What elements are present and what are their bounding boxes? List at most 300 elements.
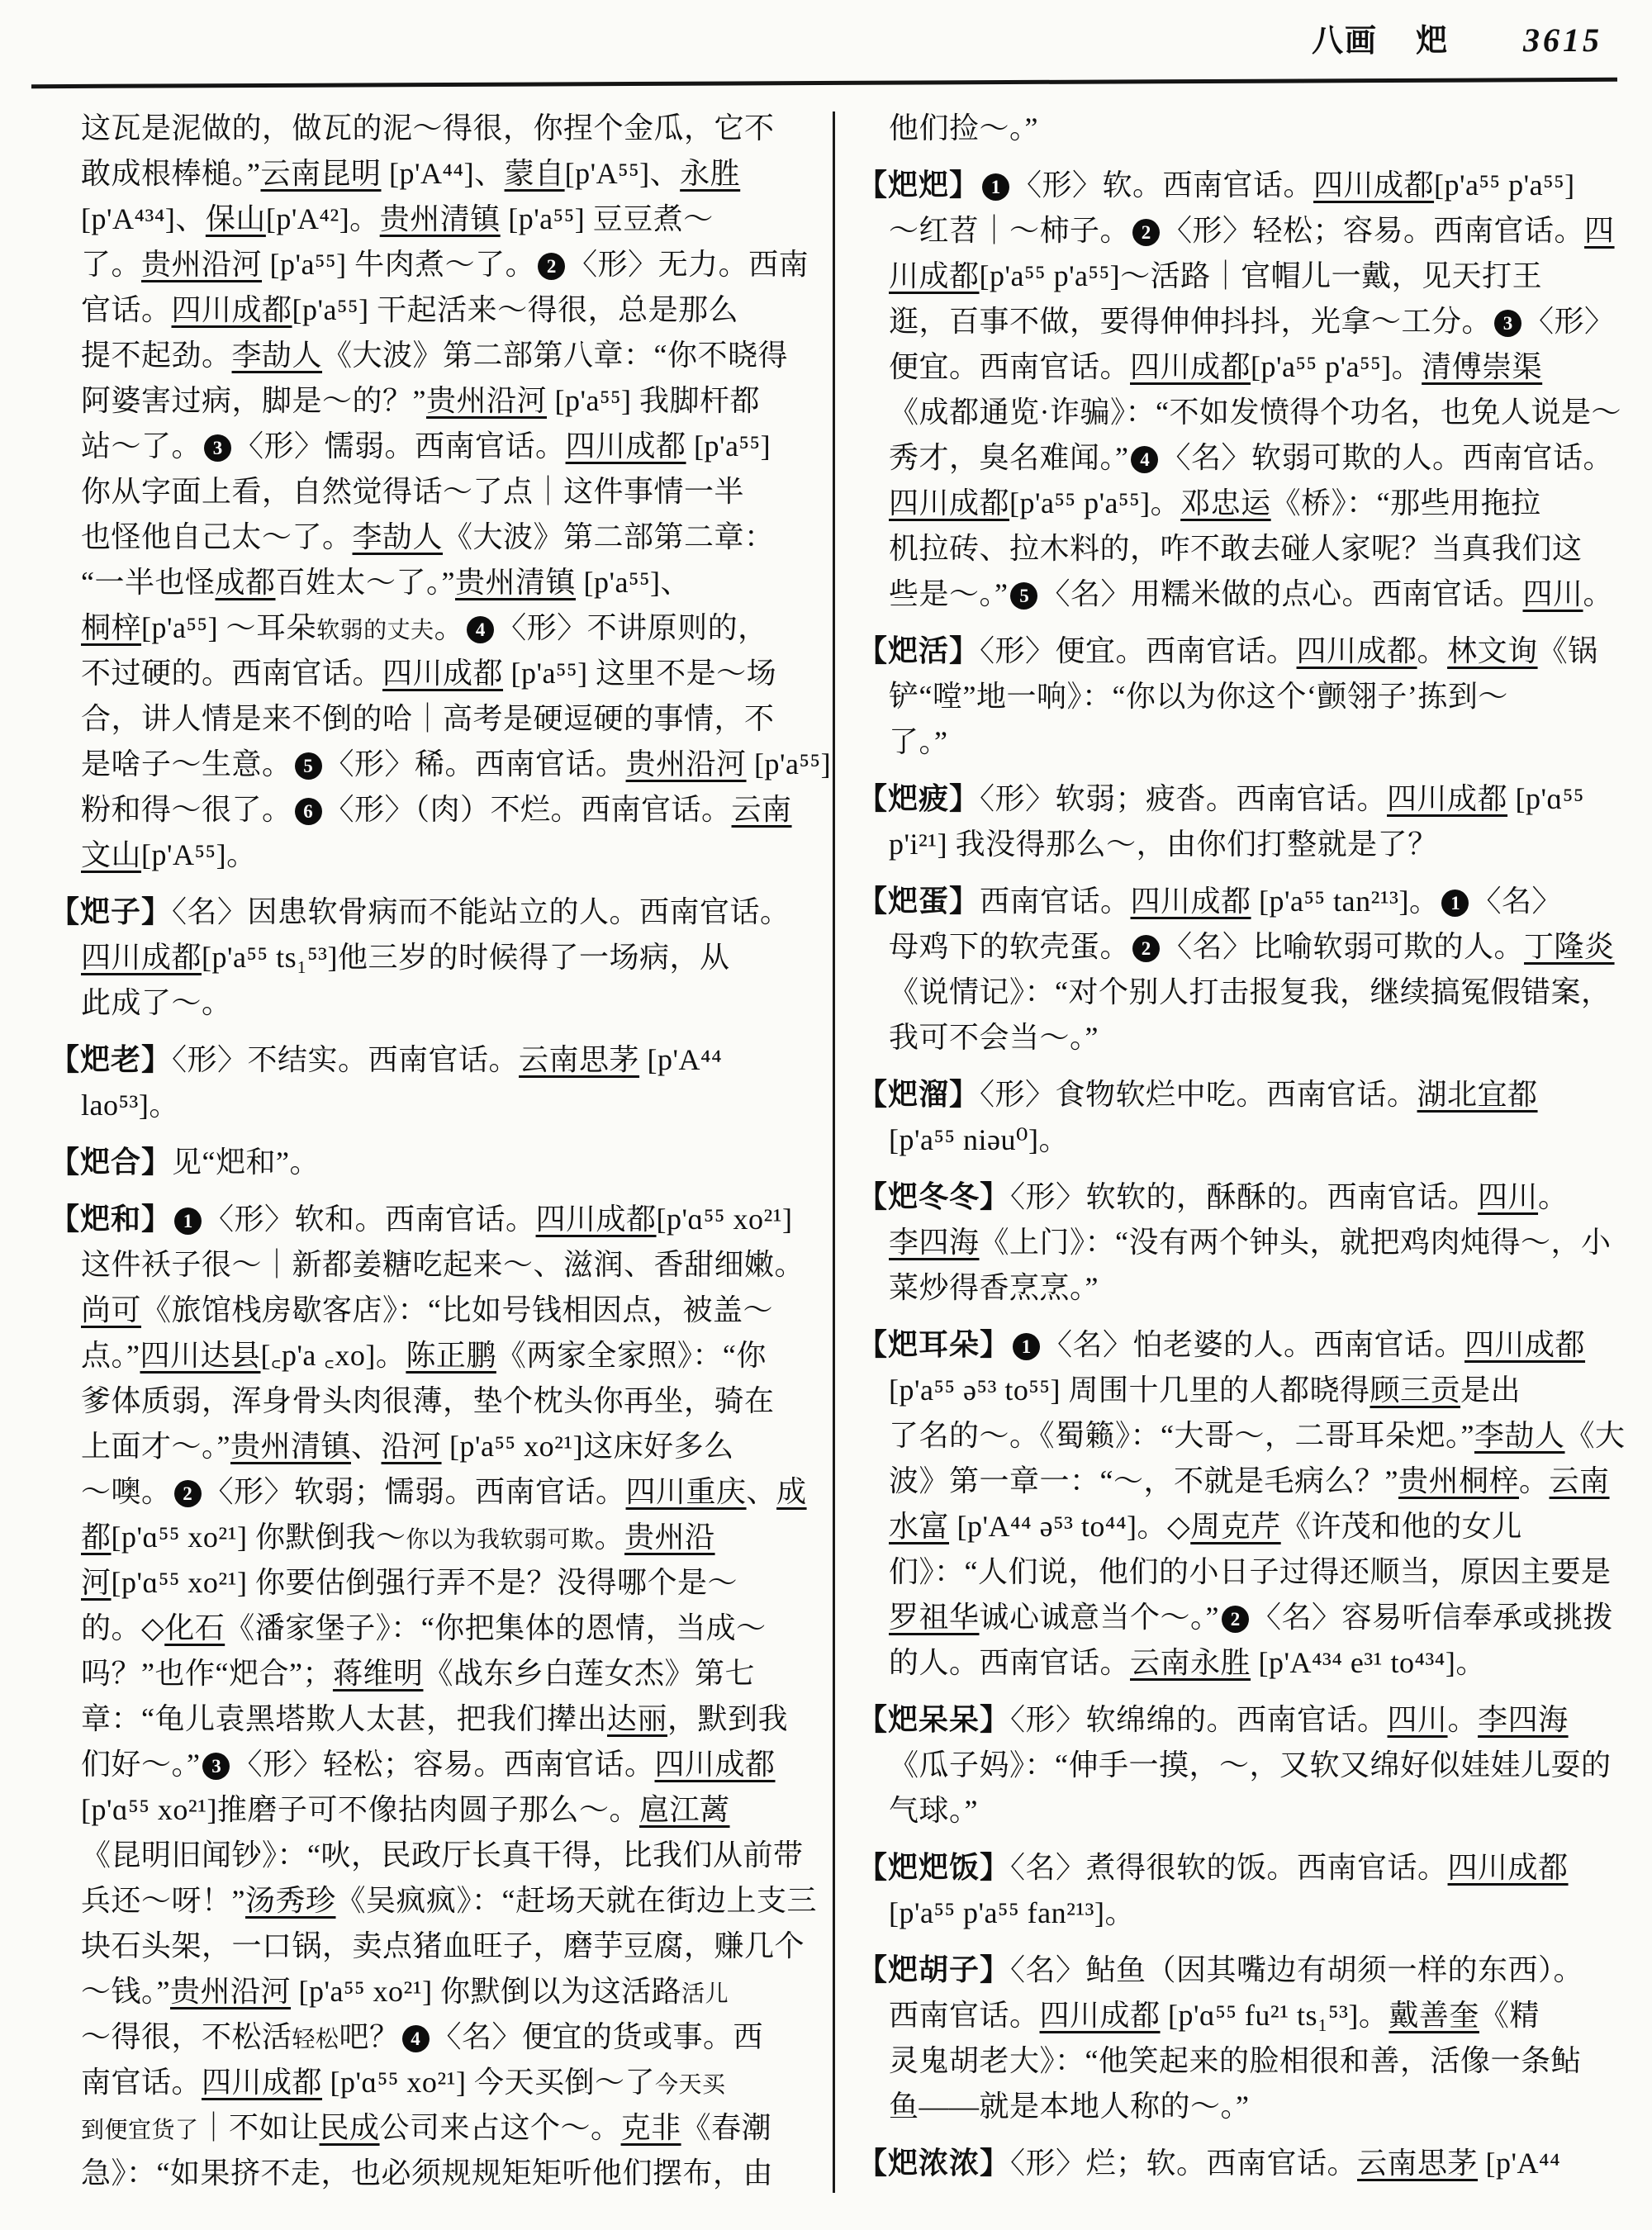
body-text: [p'a⁵⁵ p'a⁵⁵]～活路｜官帽儿一戴，见天打王: [979, 259, 1543, 292]
proper-name: 桐梓: [81, 611, 142, 644]
proper-name: 林文询: [1447, 634, 1538, 667]
body-text: 吗？”也作“𤆵合”；: [81, 1657, 333, 1690]
text-line: [857, 1743, 1630, 1788]
body-text: [p'A⁵⁵]、: [564, 157, 681, 190]
proper-name: 戴善奎: [1389, 1999, 1479, 2032]
sense-number-badge: 5: [1010, 582, 1037, 610]
body-text: “一半也怪: [81, 566, 216, 599]
proper-name: 邓忠运: [1180, 486, 1271, 520]
proper-name: 文山: [81, 838, 142, 871]
text-line: [50, 242, 822, 287]
text-line: [857, 2038, 1630, 2084]
body-text: 了。: [81, 248, 142, 281]
text-line: [50, 1083, 822, 1128]
text-line: [50, 424, 822, 469]
body-text: 〈形〉软软的，酥酥的。西南官话。: [1010, 1180, 1479, 1213]
body-text: [p'a⁵⁵ tan²¹³]。: [1251, 885, 1440, 918]
body-text: 西南官话。: [980, 885, 1131, 918]
text-line: [50, 1969, 822, 2014]
body-text: 。: [594, 1521, 625, 1554]
proper-name: 永胜: [680, 157, 741, 190]
body-text: [p'A⁴⁴: [1478, 2147, 1561, 2180]
text-line: [857, 2084, 1630, 2129]
text-line: [50, 787, 822, 833]
text-line: [50, 1696, 822, 1742]
proper-name: 成: [776, 1475, 807, 1508]
body-text: 〈形〉: [1524, 305, 1615, 338]
column-divider: [833, 112, 835, 2193]
proper-name: 罗祖华: [889, 1601, 980, 1634]
body-text: ，默到我: [667, 1702, 789, 1735]
text-line: [50, 1378, 822, 1424]
body-text: 南官话。: [81, 2066, 202, 2099]
body-text: 《成都通览·诈骗》：“不如发愤得个功名，也免人说是～: [889, 396, 1621, 429]
text-line: [50, 378, 822, 424]
proper-name: 丁隆炎: [1524, 930, 1615, 963]
entry-head-line: [857, 1948, 1630, 1993]
text-line: [857, 1220, 1630, 1265]
body-text: 些是～。”: [889, 577, 1009, 610]
body-text: 兵还～呀！”: [81, 1884, 245, 1917]
body-text: [꜀p'a ꜀xo]。: [260, 1339, 406, 1372]
proper-name: 四川成都: [202, 2066, 323, 2099]
text-line: [50, 469, 822, 515]
proper-name: 四川成都: [1296, 634, 1417, 667]
body-text: 〈形〉不讲原则的，: [496, 611, 768, 644]
proper-name: 李劼人: [231, 339, 323, 372]
sense-number-badge: 3: [1494, 310, 1521, 337]
proper-name: 四川成都: [171, 293, 292, 326]
body-text: 〈形〉懦弱。西南官话。: [234, 429, 566, 463]
body-text: 〈名〉煮得很软的饭。西南官话。: [1010, 1851, 1448, 1884]
text-line: [857, 1265, 1630, 1311]
proper-name: 贵州沿河: [141, 248, 263, 281]
proper-name: 四川达县: [140, 1339, 261, 1372]
running-head: [0, 15, 1602, 60]
proper-name: 湖北宜都: [1417, 1078, 1538, 1111]
body-text: 诚心诚意当个～。”: [979, 1601, 1219, 1634]
text-line: [50, 1651, 822, 1696]
body-text: 《许茂和他的女儿: [1280, 1510, 1522, 1543]
text-line: [50, 197, 822, 242]
body-text: 〈形〉（肉）不烂。西南官话。: [324, 793, 732, 826]
body-text: [p'A⁴³⁴ e³¹ to⁴³⁴]。: [1251, 1646, 1486, 1679]
body-text: 〈形〉软弱；懦弱。西南官话。: [203, 1475, 626, 1508]
sense-number-badge: 1: [174, 1208, 202, 1235]
body-text: [p'a⁵⁵ xo²¹] 你默倒以为这活路: [291, 1975, 682, 2008]
proper-name: 四川成都: [1313, 168, 1435, 202]
body-text: 波》第一章一：“～，不就是毛病么？”: [889, 1464, 1398, 1497]
body-text: 的。◇: [81, 1611, 165, 1644]
left-column: [50, 106, 832, 2196]
body-text: [p'ɑ⁵⁵ xo²¹] 今天买倒～了: [322, 2066, 656, 2099]
entry-head-line: [857, 1174, 1630, 1220]
text-line: [857, 1117, 1630, 1163]
text-line: [857, 390, 1630, 435]
proper-name: 蒋维明: [332, 1657, 424, 1690]
proper-name: 贵州沿河: [425, 384, 547, 417]
text-line: [50, 2014, 822, 2060]
proper-name: 汤秀珍: [244, 1884, 336, 1917]
proper-name: 周克芹: [1190, 1510, 1281, 1543]
body-text: 〈名〉比喻软弱可欺的人。: [1162, 930, 1525, 963]
body-text: [p'a⁵⁵] 这里不是～场: [503, 657, 777, 690]
body-text: 逛，百事不做，要得伸伸抖抖，光拿～工分。: [889, 305, 1493, 338]
sense-number-badge: 2: [1222, 1606, 1249, 1633]
body-text: 他们捡～。”: [889, 112, 1038, 145]
text-line: [857, 924, 1630, 970]
body-text: 铲“嘡”地一响》：“你以为你这个‘颤翎子’拣到～: [889, 680, 1508, 713]
body-text: 菜炒得香烹烹。”: [889, 1271, 1099, 1304]
body-text: 百姓太～了。”: [275, 566, 455, 599]
proper-name: 陈正鹏: [406, 1339, 496, 1372]
body-text: [p'a⁵⁵ p'a⁵⁵ fan²¹³]。: [889, 1896, 1135, 1929]
body-text: [p'ɑ⁵⁵ xo²¹] 你要估倒强行弄不是？没得哪个是～: [111, 1566, 738, 1599]
proper-name: 云南昆明: [260, 157, 382, 190]
text-line: [857, 822, 1630, 867]
body-text: [p'a⁵⁵ ə⁵³ to⁵⁵] 周围十几里的人都晓得: [889, 1374, 1370, 1407]
body-text: [p'a⁵⁵ niəu⁰]。: [889, 1123, 1069, 1156]
text-line: [857, 106, 1630, 151]
proper-name: 成都: [215, 566, 276, 599]
proper-name: 四川成都: [654, 1748, 776, 1781]
entry-head-line: [857, 629, 1630, 674]
body-text: 敢成根棒槌。”: [81, 157, 261, 190]
body-text: 公司来占这个～。: [379, 2111, 621, 2144]
text-line: [857, 719, 1630, 765]
head-character: 𤆵: [1415, 24, 1449, 59]
entry-headword: 【𤆵𤆵饭】: [857, 1851, 1011, 1884]
proper-name: 四川成都: [81, 941, 202, 974]
body-text: 〈形〉无力。西南: [567, 248, 809, 281]
proper-name: 四川成都: [565, 429, 686, 463]
entry-head-line: [50, 1140, 822, 1185]
body-text: 官话。: [81, 293, 172, 326]
text-line: [857, 344, 1630, 390]
body-text: 〈名〉用糯米做的点心。西南官话。: [1040, 577, 1523, 610]
body-text: 《两家全家照》：“你: [496, 1339, 767, 1372]
sense-number-badge: 4: [1131, 446, 1158, 473]
sense-number-badge: 3: [204, 434, 231, 462]
text-line: [50, 833, 822, 878]
entry-headword: 【𤆵呆呆】: [857, 1703, 1011, 1736]
entry-head-line: [857, 1322, 1630, 1368]
text-line: [857, 970, 1630, 1015]
gloss-small-text: 软弱的丈夫: [316, 618, 434, 643]
body-text: 《锅: [1537, 634, 1598, 667]
sense-number-badge: 3: [202, 1753, 230, 1780]
body-text: [p'ɑ⁵⁵ xo²¹]推磨子可不像拈肉圆子那么～。: [81, 1793, 639, 1826]
proper-name: 川成都: [889, 259, 980, 292]
body-text: [p'A⁴⁴ ə⁵³ to⁴⁴]。◇: [949, 1510, 1191, 1543]
body-text: 〈名〉: [1471, 885, 1562, 918]
body-text: [p'a⁵⁵]: [746, 747, 832, 780]
entry-head-line: [857, 1072, 1630, 1117]
proper-name: 四川成都: [535, 1203, 657, 1236]
body-text: 这瓦是泥做的，做瓦的泥～得很，你捏个金瓜，它不: [81, 112, 775, 145]
body-text: 上面才～。”: [81, 1430, 230, 1463]
text-line: [50, 2151, 822, 2196]
entry-head-line: [857, 163, 1630, 208]
text-line: [50, 515, 822, 560]
body-text: 《大波》第二部第八章：“你不晓得: [322, 339, 789, 372]
entry-headword: 【𤆵浓浓】: [857, 2147, 1011, 2180]
body-text: 粉和得～很了。: [81, 793, 292, 826]
body-text: [p'a⁵⁵ p'a⁵⁵]: [1434, 168, 1575, 202]
proper-name: 四川重庆: [625, 1475, 747, 1508]
entry-headword: 【𤆵耳朵】: [857, 1328, 1011, 1361]
proper-name: 清傅崇渠: [1422, 350, 1543, 383]
text-line: [50, 2105, 822, 2151]
body-text: [p'A⁴²]。: [265, 202, 380, 235]
body-text: 〈名〉容易听信奉承或挑拨: [1251, 1601, 1614, 1634]
body-text: ～红苕｜～柿子。: [889, 214, 1131, 247]
body-text: [p'A⁴⁴]、: [381, 157, 505, 190]
body-text: 《春潮: [681, 2111, 772, 2144]
body-text: 〈形〉轻松；容易。西南官话。: [1162, 214, 1585, 247]
body-text: 〈形〉软弱；疲沓。西南官话。: [980, 782, 1388, 815]
text-line: [50, 605, 822, 651]
text-line: [50, 1924, 822, 1969]
text-line: [50, 980, 822, 1026]
text-line: [50, 560, 822, 605]
body-text: 〈名〉因患软骨病而不能站立的人。西南官话。: [172, 895, 790, 928]
sense-number-badge: 4: [402, 2025, 430, 2052]
text-line: [857, 526, 1630, 572]
body-text: 们好～。”: [81, 1748, 201, 1781]
page-number: 3615: [1523, 21, 1602, 59]
sense-number-badge: 1: [1441, 890, 1469, 917]
body-text: 吧？: [339, 2020, 400, 2053]
body-text: 《桥》：“那些用拖拉: [1270, 486, 1541, 520]
text-line: [50, 1242, 822, 1288]
sense-number-badge: 2: [1132, 219, 1160, 246]
entry-head-line: [857, 1845, 1630, 1891]
entry-head-line: [50, 1197, 822, 1242]
body-text: 、: [746, 1475, 777, 1508]
proper-name: 达丽: [606, 1702, 667, 1735]
text-line: [50, 1606, 822, 1651]
sense-number-badge: 6: [295, 798, 322, 825]
proper-name: 顾三贡: [1370, 1374, 1460, 1407]
gloss-small-text: 轻松: [292, 2027, 339, 2052]
body-text: 也怪他自己太～了。: [81, 520, 353, 553]
body-text: [p'A⁵⁵]。: [141, 838, 257, 871]
body-text: 的人。西南官话。: [889, 1646, 1131, 1679]
proper-name: 贵州清镇: [230, 1430, 351, 1463]
proper-name: 四川成都: [1039, 1999, 1161, 2032]
entry-head-line: [857, 776, 1630, 822]
body-text: 《上门》：“没有两个钟头，就把鸡肉炖得～，小: [979, 1226, 1612, 1259]
body-text: [p'a⁵⁵ p'a⁵⁵]。: [1009, 486, 1181, 520]
body-text: [p'ɑ⁵⁵ fu²¹ ts₁⁵³]。: [1160, 1999, 1389, 2032]
proper-name: 四: [1584, 214, 1615, 247]
gloss-small-text: 今天买: [655, 2072, 726, 2098]
proper-name: 贵州沿河: [625, 747, 747, 780]
body-text: 见“𤆵和”。: [172, 1146, 320, 1179]
body-text: 灵鬼胡老大》：“他笑起来的脸相很和善，活像一条鲇: [889, 2044, 1581, 2077]
text-line: [50, 1424, 822, 1469]
text-line: [50, 1833, 822, 1878]
entry-headword: 【𤆵蛋】: [857, 885, 980, 918]
body-text: 点。”: [81, 1339, 140, 1372]
text-line: [50, 1333, 822, 1378]
text-line: [50, 1288, 822, 1333]
text-line: [857, 1368, 1630, 1413]
proper-name: 四川成都: [382, 657, 504, 690]
gloss-small-text: 活儿: [681, 1981, 729, 2007]
entry-headword: 【𤆵活】: [857, 634, 980, 667]
entry-headword: 【𤆵冬冬】: [857, 1180, 1011, 1213]
body-text: 是啥子～生意。: [81, 747, 292, 780]
body-text: 《吴疯疯》：“赶场天就在街边上支三: [335, 1884, 817, 1917]
text-line: [50, 1878, 822, 1924]
body-text: 《昆明旧闻钞》：“吙，民政厅长真干得，比我们从前带: [81, 1839, 804, 1872]
sense-number-badge: 4: [467, 616, 494, 643]
text-line: [857, 674, 1630, 719]
sense-number-badge: 2: [1132, 935, 1160, 962]
body-text: [p'a⁵⁵ p'a⁵⁵]。: [1251, 350, 1422, 383]
text-line: [857, 1788, 1630, 1834]
body-text: 《战东乡白莲女杰》第七: [423, 1657, 755, 1690]
body-text: [p'a⁵⁵] ～耳朵: [141, 611, 317, 644]
proper-name: 云南: [731, 793, 792, 826]
body-text: [p'a⁵⁵] 牛肉煮～了。: [262, 248, 536, 281]
stroke-section-label: 八画: [1311, 24, 1378, 59]
proper-name: 四川: [1387, 1703, 1448, 1736]
body-text: [p'a⁵⁵] 干起活来～得很，总是那么: [292, 293, 739, 326]
proper-name: 贵州清镇: [379, 202, 501, 235]
entry-headword: 【𤆵𤆵】: [857, 168, 980, 202]
entry-headword: 【𤆵和】: [50, 1203, 173, 1236]
proper-name: 贵州沿: [624, 1521, 715, 1554]
body-text: 章：“龟儿袁黑塔欺人太甚，把我们撵出: [81, 1702, 607, 1735]
body-text: 〈形〉便宜。西南官话。: [980, 634, 1297, 667]
proper-name: 化石: [164, 1611, 225, 1644]
body-text: ｜不如让: [198, 2111, 320, 2144]
proper-name: 贵州清镇: [454, 566, 576, 599]
text-line: [857, 1640, 1630, 1686]
sense-number-badge: 2: [174, 1480, 202, 1507]
entry-head-line: [857, 2141, 1630, 2186]
entry-head-line: [857, 879, 1630, 924]
proper-name: 蒙自: [504, 157, 565, 190]
body-text: 、: [351, 1430, 382, 1463]
proper-name: 尚可: [81, 1293, 142, 1326]
proper-name: 李劼人: [352, 520, 444, 553]
entry-headword: 【𤆵子】: [50, 895, 173, 928]
body-text: 。: [1538, 1180, 1569, 1213]
body-text: 〈名〉便宜的货或事。西: [431, 2020, 764, 2053]
body-text: 〈形〉食物软烂中吃。西南官话。: [980, 1078, 1417, 1111]
body-text: 〈形〉软。西南官话。: [1012, 168, 1314, 202]
entry-headword: 【𤆵溜】: [857, 1078, 980, 1111]
body-text: [p'a⁵⁵]: [686, 429, 771, 463]
proper-name: 保山: [205, 202, 266, 235]
text-line: [857, 254, 1630, 299]
sense-number-badge: 1: [982, 173, 1009, 201]
text-line: [50, 333, 822, 378]
body-text: [p'a⁵⁵ xo²¹]这床好多么: [441, 1430, 734, 1463]
body-text: 秀才，臭名难闻。”: [889, 441, 1129, 474]
body-text: 〈形〉软绵绵的。西南官话。: [1010, 1703, 1388, 1736]
proper-name: 民成: [319, 2111, 380, 2144]
proper-name: 四川成都: [1130, 350, 1251, 383]
proper-name: 四川成都: [1447, 1851, 1569, 1884]
body-text: [p'a⁵⁵] 我脚杆都: [547, 384, 761, 417]
sense-number-badge: 1: [1013, 1333, 1040, 1360]
body-text: 。: [1447, 1703, 1479, 1736]
text-line: [50, 1515, 822, 1560]
text-line: [857, 299, 1630, 344]
body-text: 合，讲人情是来不倒的哈｜高考是硬逗硬的事情，不: [81, 702, 775, 735]
text-line: [50, 696, 822, 742]
entry-headword: 【𤆵老】: [50, 1043, 173, 1076]
proper-name: 李四海: [1478, 1703, 1569, 1736]
gloss-small-text: 到便宜货了: [81, 2118, 199, 2143]
body-text: 急》：“如果挤不走，也必须规规矩矩听他们摆布，由: [81, 2156, 773, 2190]
body-text: ～钱。”: [81, 1975, 170, 2008]
body-text: 。: [434, 611, 465, 644]
text-line: [857, 1459, 1630, 1504]
body-text: 《潘家堡子》：“你把集体的恩情，当成～: [225, 1611, 767, 1644]
proper-name: 四川: [1478, 1180, 1539, 1213]
body-text: 《瓜子妈》：“伸手一摸，～，又软又绵好似娃娃儿耍的: [889, 1748, 1612, 1782]
text-line: [857, 481, 1630, 526]
body-text: p'i²¹] 我没得那么～，由你们打整就是了？: [889, 828, 1438, 861]
text-line: [857, 1891, 1630, 1936]
text-line: [50, 651, 822, 696]
body-text: 不过硬的。西南官话。: [81, 657, 383, 690]
body-text: ～得很，不松活: [81, 2020, 292, 2053]
text-line: [50, 1560, 822, 1606]
body-text: [p'ɑ⁵⁵ xo²¹]: [656, 1203, 793, 1236]
body-text: 〈形〉稀。西南官话。: [324, 747, 626, 780]
proper-name: 李劼人: [1474, 1419, 1565, 1452]
proper-name: 贵州沿河: [169, 1975, 291, 2008]
body-text: 便宜。西南官话。: [889, 350, 1131, 383]
body-text: 《精: [1479, 1999, 1540, 2032]
body-text: 这件袄子很～｜新都姜糖吃起来～、滋润、香甜细嫩。: [81, 1248, 805, 1281]
proper-name: 四川成都: [1130, 885, 1251, 918]
entry-headword: 【𤆵疲】: [857, 782, 980, 815]
body-text: 我可不会当～。”: [889, 1021, 1099, 1054]
body-text: ～噢。: [81, 1475, 172, 1508]
body-text: 〈形〉轻松；容易。西南官话。: [232, 1748, 655, 1781]
body-text: 站～了。: [81, 429, 202, 463]
body-text: 了。”: [889, 725, 948, 758]
proper-name: 李四海: [889, 1226, 980, 1259]
body-text: 们》：“人们说，他们的小日子过得还顺当，原因主要是: [889, 1555, 1612, 1588]
proper-name: 水富: [889, 1510, 950, 1543]
body-text: lao⁵³]。: [81, 1089, 179, 1122]
body-text: 《大波》第二部第二章：: [443, 520, 775, 553]
body-text: 母鸡下的软壳蛋。: [889, 930, 1131, 963]
body-text: 是出: [1460, 1374, 1521, 1407]
body-text: 。: [1518, 1464, 1550, 1497]
text-line: [857, 1015, 1630, 1060]
text-line: [857, 572, 1630, 617]
body-text: 。: [1583, 577, 1614, 610]
text-line: [857, 208, 1630, 254]
body-text: [p'a⁵⁵]、: [576, 566, 691, 599]
proper-name: 河: [81, 1566, 112, 1599]
body-text: 〈形〉不结实。西南官话。: [172, 1043, 520, 1076]
body-text: [p'A⁴⁴: [639, 1043, 723, 1076]
text-line: [857, 1504, 1630, 1549]
body-text: 气球。”: [889, 1794, 978, 1827]
body-text: 〈形〉烂；软。西南官话。: [1010, 2147, 1358, 2180]
